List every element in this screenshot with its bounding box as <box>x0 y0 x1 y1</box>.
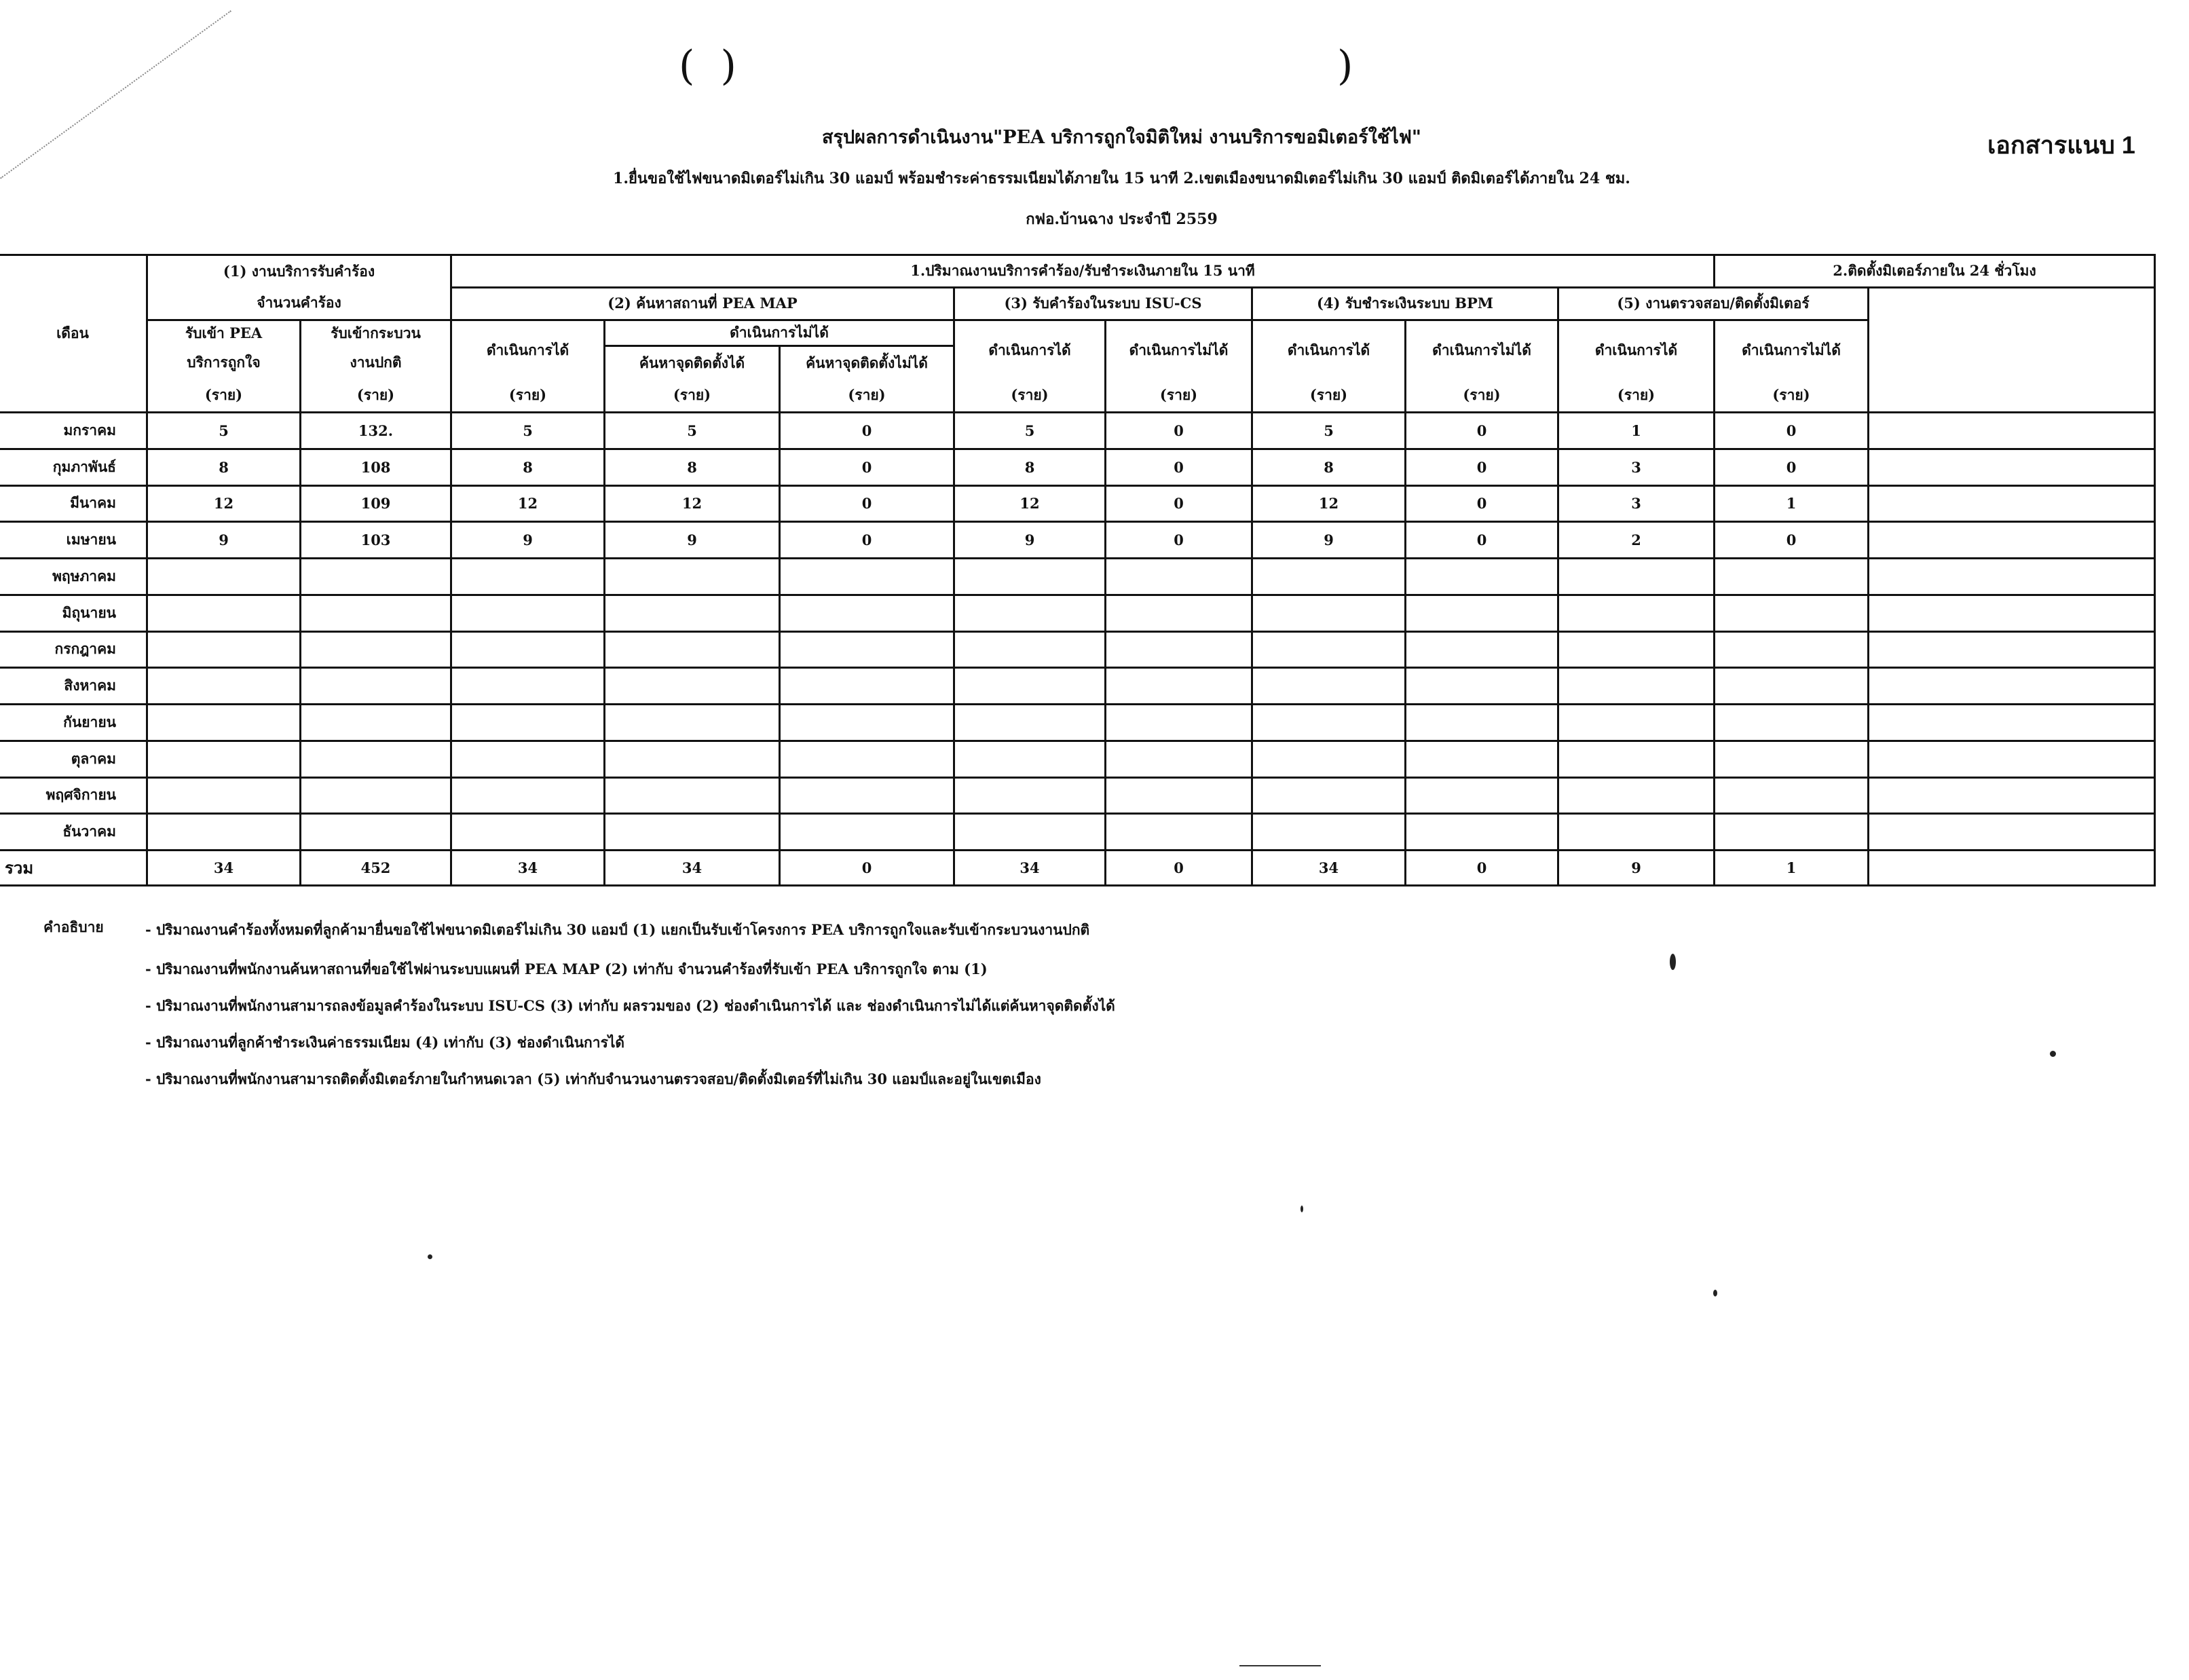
scan-mark-right-paren: ) <box>1337 42 1353 90</box>
col-bpm-done-header: ดำเนินการได้ <box>1252 320 1406 380</box>
table-cell <box>1252 705 1406 741</box>
table-cell: 5 <box>451 413 605 449</box>
col-install-done-header: ดำเนินการได้ <box>1558 320 1715 380</box>
table-cell <box>147 705 301 741</box>
table-cell <box>780 668 954 705</box>
col-bpm-not-done-header: ดำเนินการไม่ได้ <box>1406 320 1558 380</box>
unit-label: (ราย) <box>1715 380 1869 413</box>
unit-label: (ราย) <box>451 380 605 413</box>
table-cell: 12 <box>147 485 301 522</box>
table-row <box>0 668 2155 705</box>
table-cell <box>1406 631 1558 668</box>
table-cell <box>1406 814 1558 851</box>
table-cell <box>451 814 605 851</box>
unit-label: (ราย) <box>1406 380 1558 413</box>
table-cell <box>147 631 301 668</box>
table-cell: 1 <box>1715 851 1869 886</box>
table-cell <box>1106 595 1252 631</box>
table-cell: 109 <box>301 485 451 522</box>
isu-cs-header: (3) รับคำร้องในระบบ ISU-CS <box>954 288 1252 320</box>
month-cell: ตุลาคม <box>0 741 147 777</box>
table-cell <box>1869 705 2155 741</box>
table-cell: 34 <box>1252 851 1406 886</box>
table-cell: 0 <box>1715 449 1869 485</box>
unit-label: (ราย) <box>780 380 954 413</box>
scan-mark-left-paren: ( ) <box>679 42 736 90</box>
month-header: เดือน <box>0 255 147 413</box>
table-cell: 12 <box>954 485 1106 522</box>
month-cell: ธันวาคม <box>0 814 147 851</box>
month-cell: กรกฎาคม <box>0 631 147 668</box>
request-count-header: จำนวนคำร้อง <box>147 288 451 320</box>
table-cell <box>1252 595 1406 631</box>
table-row <box>0 449 2155 485</box>
month-cell: สิงหาคม <box>0 668 147 705</box>
table-cell <box>1252 668 1406 705</box>
performance-table <box>0 254 2156 886</box>
table-cell <box>301 595 451 631</box>
table-cell: 0 <box>1406 485 1558 522</box>
table-cell: 1 <box>1558 413 1715 449</box>
table-cell: 0 <box>1106 485 1252 522</box>
table-cell: 0 <box>1715 413 1869 449</box>
col-normal-header: รับเข้ากระบวน <box>301 320 451 346</box>
table-cell <box>1558 559 1715 595</box>
table-row <box>0 559 2155 595</box>
table-cell <box>451 668 605 705</box>
table-cell <box>301 814 451 851</box>
table-cell <box>954 559 1106 595</box>
table-cell: 0 <box>1106 522 1252 559</box>
table-cell <box>1106 559 1252 595</box>
table-cell <box>780 705 954 741</box>
table-cell <box>147 777 301 814</box>
note-item: - ปริมาณงานที่ลูกค้าชำระเงินค่าธรรมเนียม (4) เท่ากับ (3) ช่องดำเนินการได้ <box>145 1034 625 1051</box>
table-cell <box>147 668 301 705</box>
within-24h-header: 2.ติดตั้งมิเตอร์ภายใน 24 ชั่วโมง <box>1715 255 2155 288</box>
table-row <box>0 777 2155 814</box>
scan-speck <box>1301 1206 1303 1212</box>
table-cell: 0 <box>780 522 954 559</box>
table-cell <box>1252 631 1406 668</box>
table-cell <box>1252 741 1406 777</box>
table-row <box>0 522 2155 559</box>
table-cell <box>1106 631 1252 668</box>
table-cell <box>301 668 451 705</box>
table-cell <box>1869 449 2155 485</box>
table-cell <box>1558 631 1715 668</box>
table-cell: 34 <box>605 851 780 886</box>
col-normal-header-2: งานปกติ <box>301 346 451 380</box>
table-cell <box>1106 668 1252 705</box>
table-cell <box>1406 595 1558 631</box>
table-cell <box>605 668 780 705</box>
scan-speck <box>2050 1051 2056 1057</box>
table-cell <box>1558 777 1715 814</box>
table-row <box>0 595 2155 631</box>
table-cell <box>451 705 605 741</box>
table-cell: 0 <box>780 485 954 522</box>
table-cell <box>1715 741 1869 777</box>
table-cell <box>1869 851 2155 886</box>
table-cell <box>954 741 1106 777</box>
month-cell: มิถุนายน <box>0 595 147 631</box>
table-cell <box>301 777 451 814</box>
meter-install-header: (5) งานตรวจสอบ/ติดตั้งมิเตอร์ <box>1558 288 1869 320</box>
table-cell <box>301 741 451 777</box>
month-cell: พฤศจิกายน <box>0 777 147 814</box>
table-cell <box>1869 485 2155 522</box>
table-cell <box>1869 413 2155 449</box>
month-cell: เมษายน <box>0 522 147 559</box>
note-item: - ปริมาณงานที่พนักงานสามารถลงข้อมูลคำร้องในระบบ ISU-CS (3) เท่ากับ ผลรวมของ (2) ช่องดำเนินการได้ และ ช่องดำเนินการไม่ได้แต่ค้นหาจุดติดตั้งได้ <box>145 997 1115 1014</box>
table-cell: 0 <box>1406 413 1558 449</box>
bpm-header: (4) รับชำระเงินระบบ BPM <box>1252 288 1558 320</box>
table-cell: 1 <box>1715 485 1869 522</box>
table-cell <box>1869 668 2155 705</box>
table-cell: 8 <box>451 449 605 485</box>
scan-speck <box>1670 954 1676 970</box>
scan-speck <box>428 1254 432 1259</box>
table-cell: 0 <box>1406 522 1558 559</box>
table-cell <box>301 559 451 595</box>
attachment-label: เอกสารแนบ 1 <box>1987 131 2135 159</box>
table-cell: 452 <box>301 851 451 886</box>
table-cell <box>1406 559 1558 595</box>
table-cell <box>954 814 1106 851</box>
table-cell <box>1406 741 1558 777</box>
table-cell <box>147 741 301 777</box>
table-cell: 9 <box>1252 522 1406 559</box>
table-cell: 5 <box>605 413 780 449</box>
month-cell: พฤษภาคม <box>0 559 147 595</box>
table-cell <box>954 705 1106 741</box>
table-cell <box>605 777 780 814</box>
table-cell <box>1869 595 2155 631</box>
table-cell <box>780 777 954 814</box>
table-cell: 5 <box>1252 413 1406 449</box>
pea-map-header: (2) ค้นหาสถานที่ PEA MAP <box>451 288 954 320</box>
unit-label: (ราย) <box>301 380 451 413</box>
table-cell <box>780 631 954 668</box>
table-cell: 9 <box>451 522 605 559</box>
col-map-not-done-header: ดำเนินการไม่ได้ <box>605 320 954 346</box>
table-cell <box>147 814 301 851</box>
table-cell <box>1869 741 2155 777</box>
table-cell: 108 <box>301 449 451 485</box>
table-cell: 0 <box>1715 522 1869 559</box>
table-cell <box>1252 814 1406 851</box>
table-cell: 9 <box>147 522 301 559</box>
table-cell <box>451 741 605 777</box>
table-cell: 34 <box>451 851 605 886</box>
table-cell: 0 <box>780 851 954 886</box>
table-cell <box>954 777 1106 814</box>
notes-label: คำอธิบาย <box>43 918 104 935</box>
total-label: รวม <box>0 851 147 886</box>
table-cell <box>605 559 780 595</box>
table-row <box>0 705 2155 741</box>
table-cell <box>451 631 605 668</box>
table-cell <box>605 705 780 741</box>
office-year: กฟอ.บ้านฉาง ประจำปี 2559 <box>1026 210 1218 228</box>
table-cell: 0 <box>1406 851 1558 886</box>
table-row <box>0 814 2155 851</box>
table-cell <box>451 777 605 814</box>
col-pea-header-2: บริการถูกใจ <box>147 346 301 380</box>
requests-group-header: (1) งานบริการรับคำร้อง <box>147 255 451 288</box>
col-isu-not-done-header: ดำเนินการไม่ได้ <box>1106 320 1252 380</box>
table-cell <box>780 814 954 851</box>
table-cell: 0 <box>1106 851 1252 886</box>
table-cell <box>954 595 1106 631</box>
table-cell <box>1558 705 1715 741</box>
month-cell: กันยายน <box>0 705 147 741</box>
table-cell <box>605 814 780 851</box>
table-cell <box>1715 777 1869 814</box>
table-cell: 0 <box>1106 449 1252 485</box>
table-cell: 5 <box>954 413 1106 449</box>
table-cell <box>1715 595 1869 631</box>
table-cell: 0 <box>1406 449 1558 485</box>
table-cell: 5 <box>147 413 301 449</box>
table-cell <box>1106 741 1252 777</box>
table-cell <box>1715 814 1869 851</box>
table-cell <box>1869 814 2155 851</box>
table-cell: 3 <box>1558 485 1715 522</box>
table-cell <box>1715 705 1869 741</box>
table-cell: 8 <box>605 449 780 485</box>
month-cell: มกราคม <box>0 413 147 449</box>
unit-label: (ราย) <box>605 380 780 413</box>
month-cell: มีนาคม <box>0 485 147 522</box>
table-cell: 3 <box>1558 449 1715 485</box>
table-cell <box>1106 814 1252 851</box>
table-cell <box>605 595 780 631</box>
table-cell: 2 <box>1558 522 1715 559</box>
table-cell <box>1106 777 1252 814</box>
table-cell: 8 <box>954 449 1106 485</box>
table-cell <box>1715 668 1869 705</box>
col-map-done-header: ดำเนินการได้ <box>451 320 605 380</box>
table-cell: 8 <box>147 449 301 485</box>
table-cell: 8 <box>1252 449 1406 485</box>
table-cell <box>1715 631 1869 668</box>
table-cell: 0 <box>1106 413 1252 449</box>
table-cell <box>954 668 1106 705</box>
table-cell <box>780 595 954 631</box>
total-row <box>0 851 2155 886</box>
table-cell <box>1106 705 1252 741</box>
table-cell <box>954 631 1106 668</box>
unit-label: (ราย) <box>147 380 301 413</box>
table-cell <box>301 631 451 668</box>
table-cell <box>1869 522 2155 559</box>
report-title: สรุปผลการดำเนินงาน"PEA บริการถูกใจมิติใหม่ งานบริการขอมิเตอร์ใช้ไฟ" <box>822 127 1421 148</box>
table-cell: 34 <box>954 851 1106 886</box>
table-cell <box>1558 741 1715 777</box>
table-cell <box>605 741 780 777</box>
col-found-install-header: ค้นหาจุดติดตั้งได้ <box>605 346 780 380</box>
within-15min-header: 1.ปริมาณงานบริการคำร้อง/รับชำระเงินภายใน 15 นาที <box>451 255 1715 288</box>
table-cell: 12 <box>1252 485 1406 522</box>
col-install-not-done-header: ดำเนินการไม่ได้ <box>1715 320 1869 380</box>
table-row <box>0 741 2155 777</box>
report-subtitle: 1.ยื่นขอใช้ไฟขนาดมิเตอร์ไม่เกิน 30 แอมป์ พร้อมชำระค่าธรรมเนียมได้ภายใน 15 นาที 2.เขตเมืองขนาดมิเตอร์ไม่เกิน 30 แอมป์ ติดมิเตอร์ได้ภายใน 24 ชม. <box>613 170 1630 187</box>
table-row <box>0 631 2155 668</box>
unit-label: (ราย) <box>1252 380 1406 413</box>
col-pea-header: รับเข้า PEA <box>147 320 301 346</box>
scan-speck <box>1713 1290 1717 1296</box>
scan-scribble <box>0 10 231 179</box>
table-cell <box>780 559 954 595</box>
table-cell: 132. <box>301 413 451 449</box>
note-item: - ปริมาณงานคำร้องทั้งหมดที่ลูกค้ามายื่นขอใช้ไฟขนาดมิเตอร์ไม่เกิน 30 แอมป์ (1) แยกเป็นรับเข้าโครงการ PEA บริการถูกใจและรับเข้ากระบวนงานปกติ <box>145 921 1090 938</box>
table-cell <box>1252 777 1406 814</box>
scan-line <box>1239 1665 1321 1666</box>
table-cell <box>780 741 954 777</box>
table-row <box>0 485 2155 522</box>
note-item: - ปริมาณงานที่พนักงานสามารถติดตั้งมิเตอร์ภายในกำหนดเวลา (5) เท่ากับจำนวนงานตรวจสอบ/ติดตั้งมิเตอร์ที่ไม่เกิน 30 แอมป์และอยู่ในเขตเมือง <box>145 1070 1041 1087</box>
table-cell: 0 <box>780 449 954 485</box>
unit-label: (ราย) <box>954 380 1106 413</box>
table-cell <box>1869 631 2155 668</box>
table-cell <box>1406 668 1558 705</box>
table-cell: 0 <box>780 413 954 449</box>
table-cell: 9 <box>1558 851 1715 886</box>
table-cell <box>1869 559 2155 595</box>
table-cell <box>1406 777 1558 814</box>
table-cell <box>1252 559 1406 595</box>
table-cell <box>147 559 301 595</box>
table-cell: 9 <box>954 522 1106 559</box>
unit-label: (ราย) <box>1558 380 1715 413</box>
table-cell <box>1558 814 1715 851</box>
table-cell: 12 <box>451 485 605 522</box>
table-cell: 34 <box>147 851 301 886</box>
table-cell <box>1715 559 1869 595</box>
table-cell <box>147 595 301 631</box>
table-cell: 9 <box>605 522 780 559</box>
col-not-found-install-header: ค้นหาจุดติดตั้งไม่ได้ <box>780 346 954 380</box>
table-cell <box>451 595 605 631</box>
table-cell <box>1869 777 2155 814</box>
table-cell <box>451 559 605 595</box>
table-cell <box>1558 668 1715 705</box>
table-cell <box>301 705 451 741</box>
table-cell: 103 <box>301 522 451 559</box>
table-body <box>0 413 2155 851</box>
table-cell <box>605 631 780 668</box>
unit-label: (ราย) <box>1106 380 1252 413</box>
note-item: - ปริมาณงานที่พนักงานค้นหาสถานที่ขอใช้ไฟผ่านระบบแผนที่ PEA MAP (2) เท่ากับ จำนวนคำร้องที่รับเข้า PEA บริการถูกใจ ตาม (1) <box>145 960 988 977</box>
table-cell <box>1406 705 1558 741</box>
col-isu-done-header: ดำเนินการได้ <box>954 320 1106 380</box>
table-row <box>0 413 2155 449</box>
month-cell: กุมภาพันธ์ <box>0 449 147 485</box>
table-cell <box>1558 595 1715 631</box>
table-cell: 12 <box>605 485 780 522</box>
